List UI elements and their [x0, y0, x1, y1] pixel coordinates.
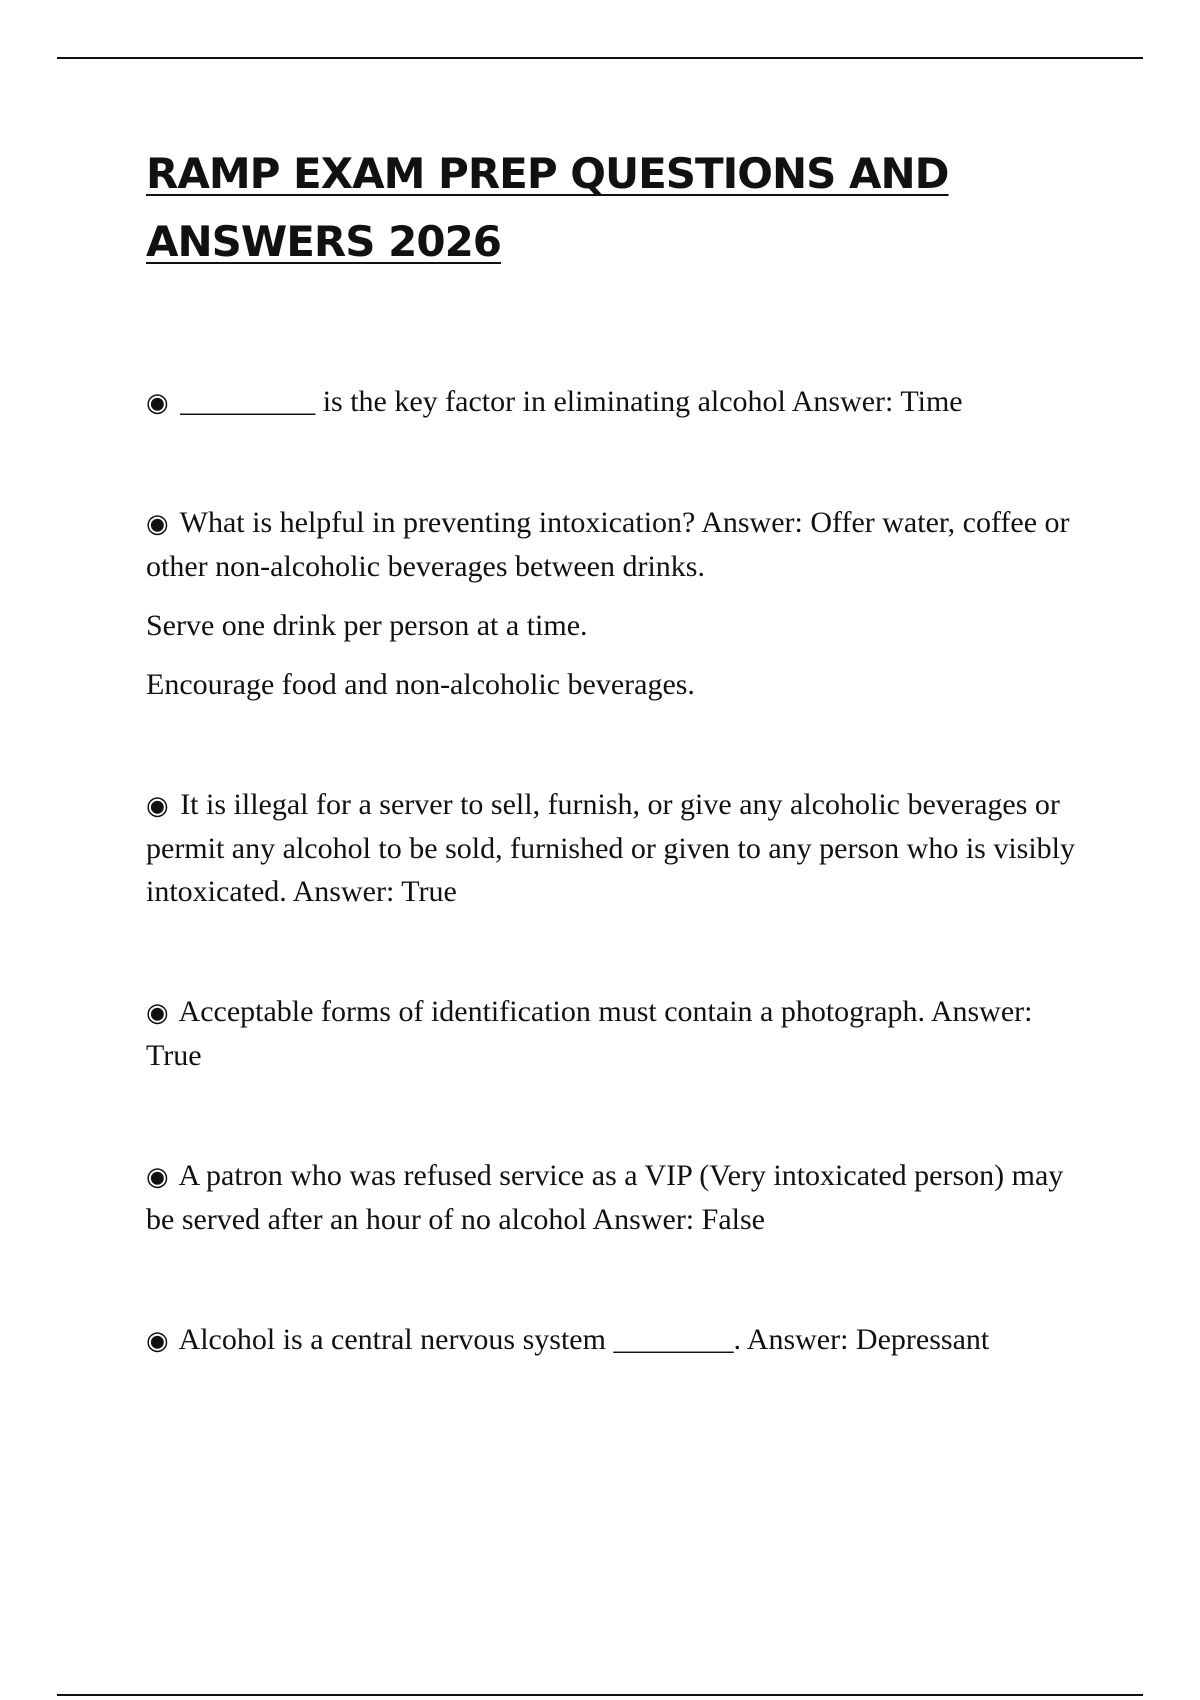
qa-item: [146, 1318, 1086, 1362]
qa-text: What is helpful in preventing intoxication? Answer: Offer water, coffee or other non-alcoholic beverages between drinks.: [146, 506, 1070, 583]
radio-bullet-icon: ◉: [146, 1326, 169, 1355]
qa-text: Acceptable forms of identification must contain a photograph. Answer: True: [146, 995, 1033, 1072]
radio-bullet-icon: ◉: [146, 791, 169, 820]
qa-list: [146, 380, 1086, 1362]
qa-extra-line: Encourage food and non-alcoholic beverages.: [146, 668, 695, 701]
bottom-rule: [57, 1694, 1143, 1696]
qa-item: [146, 1154, 1086, 1241]
radio-bullet-icon: ◉: [146, 509, 169, 538]
qa-text: Alcohol is a central nervous system ________. Answer: Depressant: [178, 1323, 990, 1356]
radio-bullet-icon: ◉: [146, 388, 169, 417]
qa-item: [146, 990, 1086, 1077]
page-title: RAMP EXAM PREP QUESTIONS AND ANSWERS 2026: [146, 149, 949, 266]
qa-extra-line: Serve one drink per person at a time.: [146, 609, 588, 642]
radio-bullet-icon: ◉: [146, 998, 169, 1027]
qa-text: It is illegal for a server to sell, furnish, or give any alcoholic beverages or permit any alcohol to be sold, furnished or given to any person who is visibly intoxicated. Answer: True: [146, 788, 1076, 908]
qa-text: _________ is the key factor in eliminating alcohol Answer: Time: [180, 385, 963, 418]
document-body: [146, 140, 1086, 1439]
qa-item: [146, 783, 1086, 913]
radio-bullet-icon: ◉: [146, 1162, 169, 1191]
top-rule: [57, 57, 1143, 59]
qa-item: [146, 380, 1086, 424]
qa-text: A patron who was refused service as a VIP (Very intoxicated person) may be served after an hour of no alcohol Answer: False: [146, 1159, 1064, 1236]
qa-item: [146, 501, 1086, 706]
